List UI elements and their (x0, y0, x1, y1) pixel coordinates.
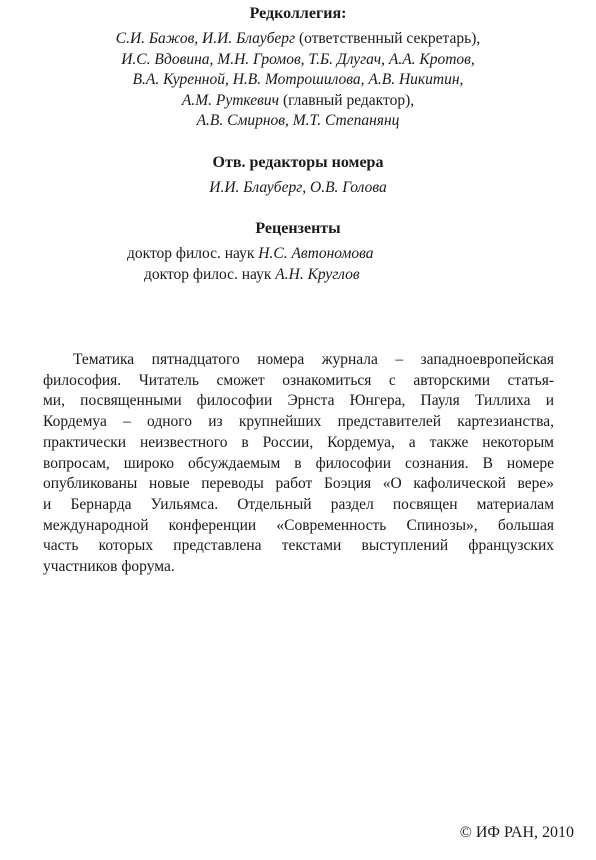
abstract-line: Кордемуа – одного из крупнейших представителей картезианства, (43, 413, 554, 431)
board-member-names: С.И. Бажов, И.И. Блауберг (115, 30, 296, 47)
issue-editors-names-block (0, 178, 596, 199)
abstract-line: международной конференции «Современность Спинозы», большая (43, 516, 554, 534)
abstract-line: практически неизвестного в России, Кордемуа, а также некоторым (43, 433, 554, 451)
abstract-line: участников форума. (43, 558, 175, 576)
editorial-board-list (0, 29, 596, 132)
reviewers-list (0, 244, 596, 285)
reviewer-degree: доктор филос. наук (144, 265, 276, 283)
editorial-board-heading: Редколлегия: (249, 5, 347, 22)
abstract-line: часть которых представлена текстами выступлений французских (43, 537, 554, 555)
abstract-line: ми, посвященными философии Эрнста Юнгера, Пауля Тиллиха и (43, 392, 554, 410)
editorial-board-section (0, 4, 596, 24)
board-member-names: И.С. Вдовина, М.Н. Громов, Т.Б. Длугач, А.А. Кротов, (121, 50, 475, 68)
reviewers-section (0, 219, 596, 239)
issue-editors-heading: Отв. редакторы номера (212, 154, 384, 171)
reviewer-name: Н.С. Автономова (258, 245, 374, 262)
editorial-board-line (0, 50, 596, 71)
abstract-line: Тематика пятнадцатого номера журнала – западноевропейская (73, 351, 554, 368)
reviewer-line (0, 265, 596, 286)
editorial-board-line (0, 70, 596, 91)
board-member-names: В.А. Куренной, Н.В. Мотрошилова, А.В. Никитин, (132, 71, 464, 89)
issue-editors-section (0, 153, 596, 173)
editorial-board-line (0, 111, 596, 132)
abstract-line: философия. Читатель сможет ознакомиться с авторскими статья- (43, 371, 554, 389)
abstract-paragraph (43, 350, 554, 578)
copyright-notice: © ИФ РАН, 2010 (459, 824, 574, 841)
board-member-role: (главный редактор), (279, 91, 415, 109)
reviewer-line (0, 244, 596, 265)
abstract-line: вопросам, широко обсуждаемым в философии сознания. В номере (43, 454, 554, 472)
editorial-board-line (0, 91, 596, 112)
board-member-names: А.М. Руткевич (181, 91, 280, 109)
reviewer-name: А.Н. Круглов (275, 265, 360, 283)
board-member-names: А.В. Смирнов, М.Т. Степанянц (196, 112, 400, 130)
board-member-role: (ответственный секретарь), (295, 30, 481, 47)
issue-editors-names: И.И. Блауберг, О.В. Голова (209, 179, 387, 196)
abstract-line: и Бернарда Уильямса. Отдельный раздел посвящен материалам (43, 495, 554, 513)
editorial-board-line (0, 29, 596, 50)
abstract-line: опубликованы новые переводы работ Боэция «О кафолической вере» (43, 475, 554, 493)
reviewers-heading: Рецензенты (255, 220, 341, 237)
reviewer-degree: доктор филос. наук (127, 245, 259, 262)
